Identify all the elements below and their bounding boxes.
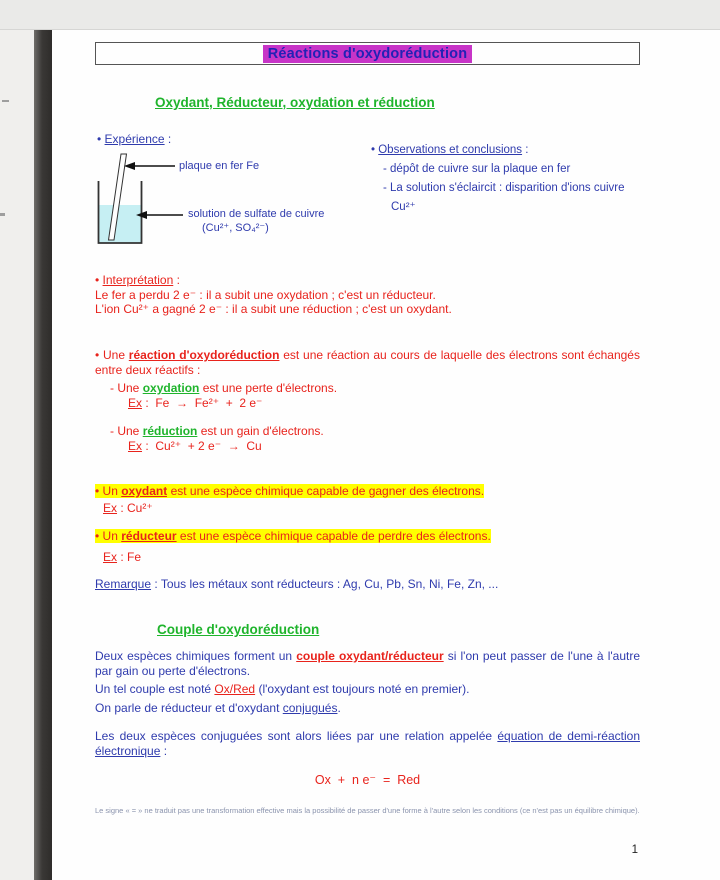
couple-paragraph-4: Les deux espèces conjuguées sont alors liées par une relation appelée équation de demi-réaction électronique : [95, 729, 640, 758]
oxydant-example: Ex : Cu²⁺ [103, 501, 153, 515]
interpretation-label: • Interprétation : [95, 273, 180, 287]
reducteur-example: Ex : Fe [103, 550, 142, 564]
footnote: Le signe « = » ne traduit pas une transformation effective mais la possibilité de passer d'une forme à l'autre selon les conditions (ce n'est pas un équilibre chimique). [95, 806, 640, 815]
document-title: Réactions d'oxydoréduction [263, 45, 473, 63]
viewer-left-margin [0, 30, 34, 880]
reduction-example: Ex : Cu²⁺ + 2 e⁻ → Cu [128, 439, 262, 453]
viewer-top-band [0, 0, 720, 30]
experiment-figure [95, 144, 640, 265]
solution-fill [99, 205, 141, 243]
observation-item: Cu²⁺ [391, 201, 416, 213]
reduction-definition: - Une réduction est un gain d'électrons. [110, 424, 324, 438]
document-page [52, 30, 720, 880]
observation-item: - La solution s'éclaircit : disparition d'ions cuivre [383, 182, 625, 194]
couple-paragraph-3: On parle de réducteur et d'oxydant conjugués. [95, 701, 341, 715]
section2-heading: Couple d'oxydoréduction [157, 622, 320, 637]
oxydant-definition: • Un oxydant est une espèce chimique capable de gagner des électrons. [95, 484, 485, 498]
oxydation-definition: - Une oxydation est une perte d'électrons. [110, 381, 338, 395]
plate-label: plaque en fer Fe [179, 160, 260, 172]
solution-formula: (Cu²⁺, SO₄²⁻) [202, 222, 269, 234]
oxydation-example: Ex : Fe → Fe²⁺ + 2 e⁻ [128, 396, 263, 410]
interpretation-line: L'ion Cu²⁺ a gagné 2 e⁻ : il a subit une réduction ; c'est un oxydant. [95, 302, 452, 316]
remarque-line: Remarque : Tous les métaux sont réducteurs : Ag, Cu, Pb, Sn, Ni, Fe, Zn, ... [95, 577, 499, 591]
couple-paragraph-1: Deux espèces chimiques forment un couple oxydant/réducteur si l'on peut passer de l'une à l'autre par gain ou perte d'électrons. [95, 649, 640, 678]
observations-label: • Observations et conclusions : [371, 144, 529, 156]
redox-definition: • Une réaction d'oxydoréduction est une réaction au cours de laquelle des électrons sont échangés entre deux réactifs : [95, 348, 640, 377]
plate-arrow-icon [124, 162, 175, 170]
observation-item: - dépôt de cuivre sur la plaque en fer [383, 163, 571, 175]
page-left-spine [34, 30, 52, 880]
solution-arrow-icon [136, 211, 183, 219]
couple-paragraph-2: Un tel couple est noté Ox/Red (l'oxydant est toujours noté en premier). [95, 682, 470, 696]
solution-label: solution de sulfate de cuivre [188, 208, 325, 220]
experience-label: • Expérience : [97, 132, 172, 146]
margin-tick [0, 213, 5, 216]
interpretation-line: Le fer a perdu 2 e⁻ : il a subit une oxydation ; c'est un réducteur. [95, 288, 436, 302]
margin-tick [2, 100, 9, 102]
page-number: 1 [631, 844, 638, 856]
reducteur-definition: • Un réducteur est une espèce chimique capable de perdre des électrons. [95, 529, 491, 543]
title-box [95, 42, 640, 65]
section1-heading: Oxydant, Réducteur, oxydation et réduction [155, 95, 435, 110]
half-reaction-equation: Ox + n e⁻ = Red [314, 773, 421, 787]
observations-block [371, 141, 663, 217]
